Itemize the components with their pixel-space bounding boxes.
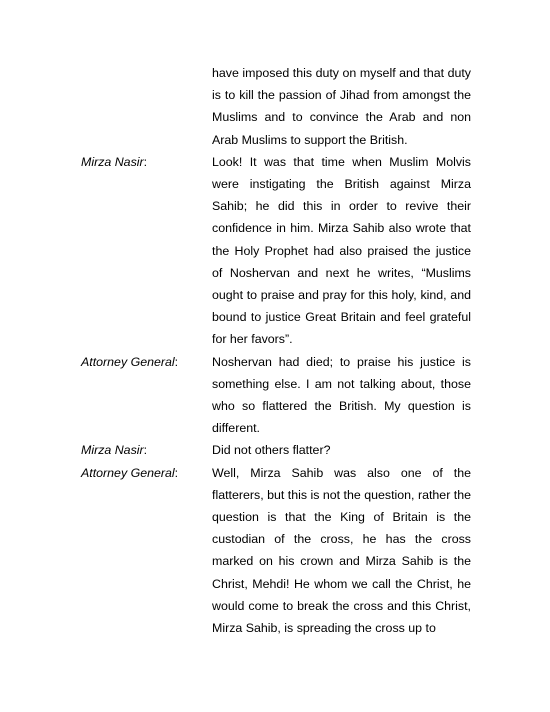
- transcript-entry: [81, 439, 471, 461]
- speaker-name: Mirza Nasir:: [81, 443, 148, 458]
- speaker-name: Mirza Nasir:: [81, 154, 148, 169]
- speech-text: Look! It was that time when Muslim Molvis were instigating the British against Mirza Sahib; he did this in order to revive their confidence in him. Mirza Sahib also wrote that the Holy Prophet had also praised the justice of Noshervan and next he writes, “Muslims ought to praise and pray for this holy, kind, and bound to justice Great Britain and feel grateful for her favors”.: [212, 154, 471, 347]
- speech-text: have imposed this duty on myself and that duty is to kill the passion of Jihad from amongst the Muslims and to convince the Arab and non Arab Muslims to support the British.: [212, 66, 471, 147]
- transcript-entry: [81, 151, 471, 351]
- transcript-entry: [81, 351, 471, 440]
- speech-text: Well, Mirza Sahib was also one of the flatterers, but this is not the question, rather the question is that the King of Britain is the custodian of the cross, he has the cross marked on his crown and Mirza Sahib is the Christ, Mehdi! He whom we call the Christ, he would come to break the cross and this Christ, Mirza Sahib, is spreading the cross up to: [212, 465, 471, 636]
- speech-text: Did not others flatter?: [212, 443, 331, 458]
- transcript-entry: [81, 462, 471, 640]
- transcript-entry: [81, 62, 471, 151]
- speech-text: Noshervan had died; to praise his justice is something else. I am not talking about, those who so flattered the British. My question is different.: [212, 354, 471, 436]
- transcript: [81, 62, 471, 639]
- speaker-name: Attorney General:: [81, 465, 179, 480]
- speaker-name: Attorney General:: [81, 354, 179, 369]
